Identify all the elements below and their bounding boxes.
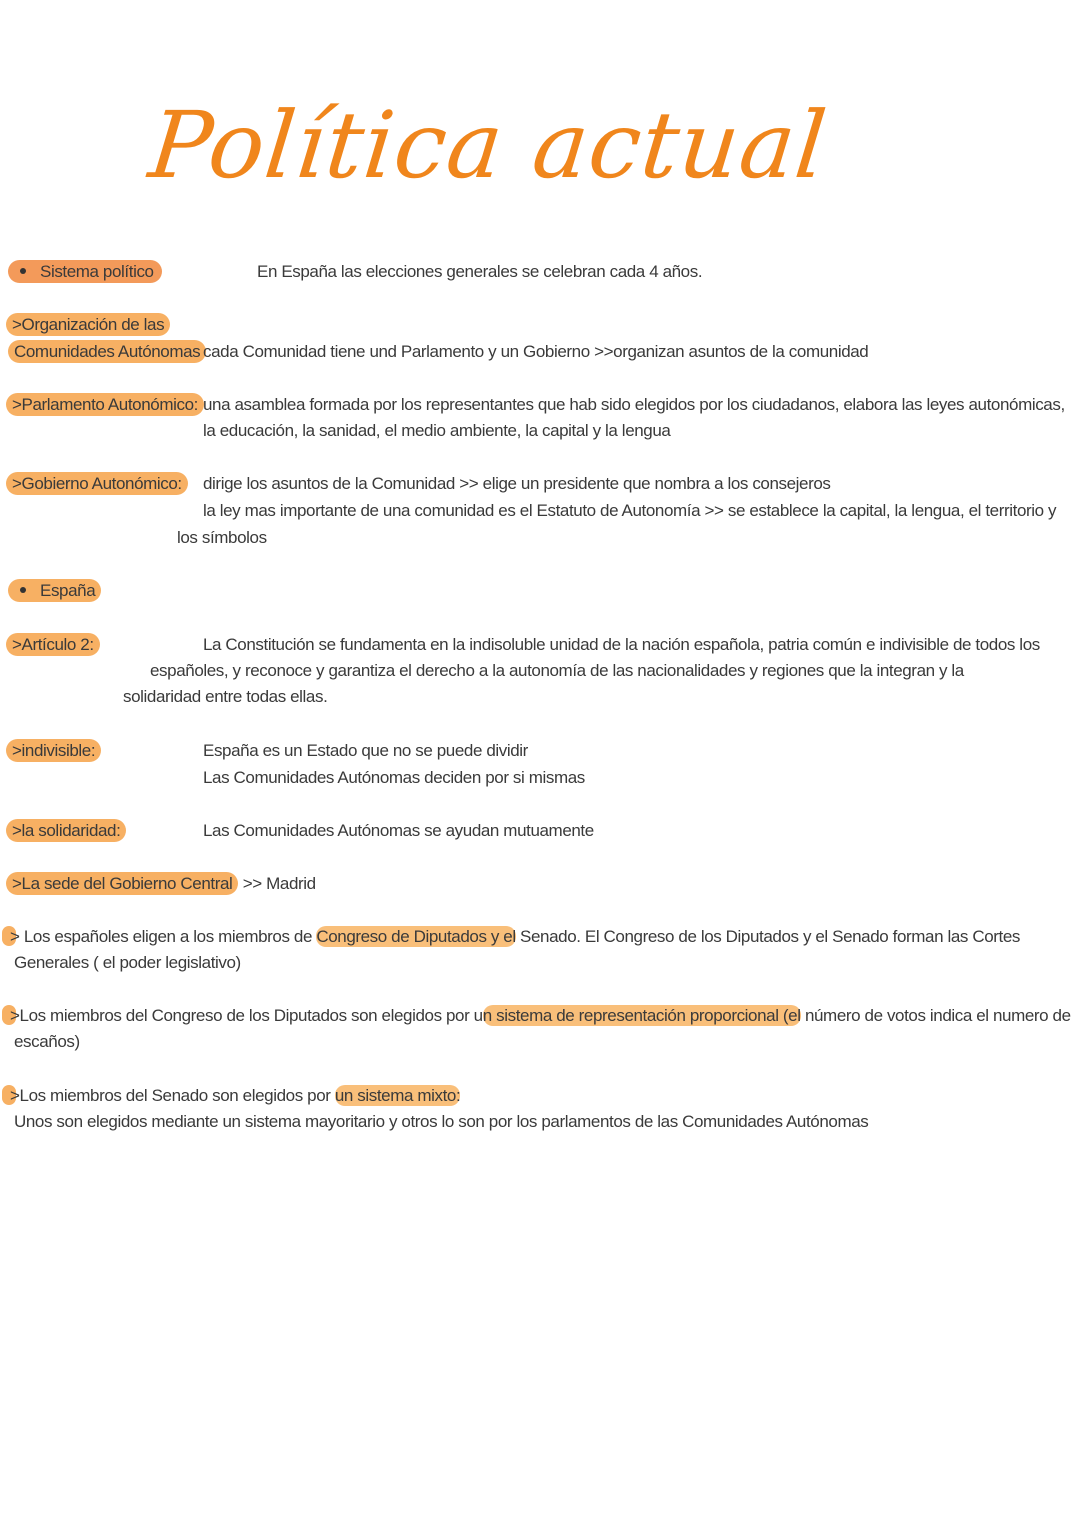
parlamento-line-1: una asamblea formada por los representantes que hab sido elegidos por los ciudadanos, elabora las leyes autonómicas, <box>203 395 1065 414</box>
gobierno-line-3: los símbolos <box>177 528 267 547</box>
organizacion-label-1: >Organización de las <box>12 314 170 336</box>
organizacion-label-2: Comunidades Autónomas <box>14 341 206 363</box>
congreso-line-1: >Los miembros del Congreso de los Diputados son elegidos por un sistema de representación proporcional (el número de votos indica el numero de <box>10 1005 1071 1027</box>
heading-sistema-politico <box>8 261 162 283</box>
articulo-line-2: españoles, y reconoce y garantiza el derecho a la autonomía de las nacionalidades y regiones que la integran y la <box>150 661 964 680</box>
sistema-text: En España las elecciones generales se celebran cada 4 años. <box>257 262 703 281</box>
senado-line-1: >Los miembros del Senado son elegidos por un sistema mixto: <box>10 1085 460 1107</box>
solidaridad-text: Las Comunidades Autónomas se ayudan mutuamente <box>203 821 594 840</box>
gobierno-line-1: dirige los asuntos de la Comunidad >> elige un presidente que nombra a los consejeros <box>203 474 831 493</box>
organizacion-text: cada Comunidad tiene und Parlamento y un Gobierno >>organizan asuntos de la comunidad <box>203 342 869 361</box>
congreso-line-2: escaños) <box>14 1032 80 1051</box>
articulo-line-3: solidaridad entre todas ellas. <box>123 687 328 706</box>
highlight: n sistema de representación proporcional (el <box>482 1006 801 1025</box>
indivisible-line-1: España es un Estado que no se puede dividir <box>203 741 528 760</box>
articulo-line-1: La Constitución se fundamenta en la indisoluble unidad de la nación española, patria común e indivisible de todos los <box>203 635 1040 654</box>
gobierno-label: >Gobierno Autonómico: <box>12 473 188 495</box>
highlight: Congreso de Diputados y el <box>316 927 516 946</box>
sede-line: >La sede del Gobierno Central >> Madrid <box>12 873 316 895</box>
cortes-line-2: Generales ( el poder legislativo) <box>14 953 241 972</box>
bullet-icon <box>20 268 26 274</box>
articulo-label: >Artículo 2: <box>12 634 100 656</box>
gobierno-line-2: la ley mas importante de una comunidad es el Estatuto de Autonomía >> se establece la capital, la lengua, el territorio y <box>203 501 1057 520</box>
bullet-icon <box>20 587 26 593</box>
indivisible-label: >indivisible: <box>12 740 101 762</box>
cortes-line-1: > Los españoles eligen a los miembros de Congreso de Diputados y el Senado. El Congreso de los Diputados y el Senado forman las Cortes <box>10 926 1020 948</box>
solidaridad-label: >la solidaridad: <box>12 820 126 842</box>
heading-espana <box>8 580 101 602</box>
indivisible-line-2: Las Comunidades Autónomas deciden por si mismas <box>203 768 585 787</box>
parlamento-line-2: la educación, la sanidad, el medio ambiente, la capital y la lengua <box>203 421 671 440</box>
parlamento-label: >Parlamento Autonómico: <box>12 394 204 416</box>
heading-text: Sistema político <box>40 262 154 281</box>
highlight: un sistema mixto: <box>334 1086 461 1105</box>
heading-text: España <box>40 581 96 600</box>
page-title: Política actual <box>144 92 832 199</box>
senado-line-2: Unos son elegidos mediante un sistema mayoritario y otros lo son por los parlamentos de las Comunidades Autónomas <box>14 1112 869 1131</box>
